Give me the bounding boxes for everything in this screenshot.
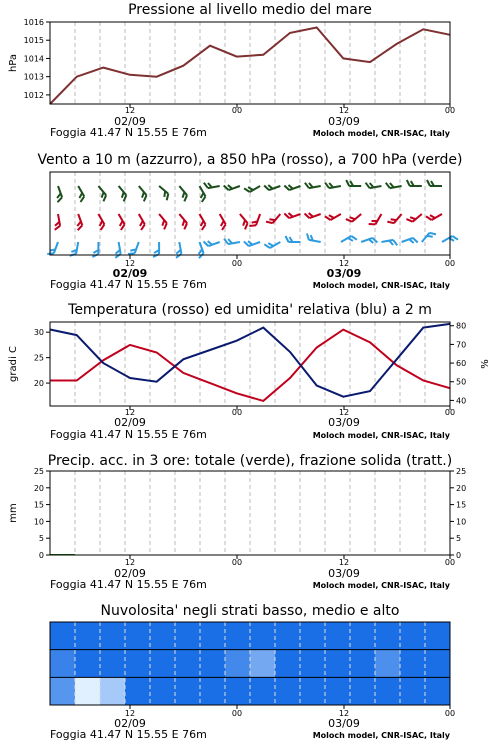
cloud-cell	[375, 650, 401, 678]
wind-barb-shaft	[159, 186, 168, 194]
cloud-cell	[325, 677, 351, 705]
wind-barb	[387, 210, 401, 225]
y2-tick-label: 20	[456, 483, 467, 493]
x-tick-label: 00	[231, 408, 243, 417]
y2-tick-label: 25	[456, 467, 467, 476]
cloud-cell	[225, 622, 251, 650]
x-tick-label: 00	[444, 259, 456, 268]
x-tick-label: 12	[124, 558, 136, 567]
cloud-cell	[350, 650, 376, 678]
wind-barb-flag	[115, 254, 121, 258]
y-tick-label: 0	[38, 551, 44, 560]
cloud-cell	[125, 677, 151, 705]
y-tick-label: 30	[33, 328, 44, 338]
wind-barb	[381, 239, 397, 248]
wind-barb	[47, 240, 58, 256]
y2-tick-label: 0	[456, 551, 462, 560]
cloud-cell	[425, 677, 451, 705]
cloud-cell	[325, 650, 351, 678]
cloud-cell	[300, 622, 326, 650]
panel-1	[8, 2, 455, 139]
wind-barb	[426, 209, 442, 222]
wind-barb-flag	[386, 182, 390, 188]
x-date-label: 02/09	[114, 416, 146, 429]
wind-barb-flag	[306, 233, 310, 239]
x-tick-label: 00	[231, 558, 243, 567]
cloud-cell	[75, 650, 101, 678]
cloud-cell	[175, 622, 201, 650]
cloud-cell	[125, 622, 151, 650]
wind-barb-shaft	[273, 214, 281, 223]
wind-barb	[305, 208, 321, 219]
wind-barb-flag	[366, 182, 370, 188]
cloud-cell	[125, 650, 151, 678]
cloud-cell	[350, 622, 376, 650]
wind-barb	[325, 209, 341, 222]
cloud-cell	[250, 677, 276, 705]
y2-tick-label: 40	[456, 396, 467, 406]
x-date-label: 02/09	[114, 567, 146, 580]
cloud-cell	[350, 677, 376, 705]
wind-barb	[346, 180, 361, 186]
credit-label: Moloch model, CNR-ISAC, Italy	[312, 281, 450, 290]
y-axis-label: mm	[8, 503, 19, 523]
wind-barb-flag	[393, 239, 397, 245]
cloud-cell	[150, 622, 176, 650]
panel-4	[8, 453, 466, 591]
y-tick-label: 1013	[23, 72, 44, 82]
wind-barb-flag	[175, 254, 181, 258]
cloud-cell	[250, 622, 276, 650]
x-tick-label: 00	[444, 106, 456, 115]
wind-barb	[175, 214, 189, 229]
wind-barb-shaft	[76, 242, 78, 254]
x-date-label: 03/09	[328, 416, 360, 429]
wind-barb-flag	[427, 180, 430, 186]
y-axis-label: hPa	[8, 53, 19, 73]
y-tick-label: 1016	[23, 18, 44, 27]
wind-barb-shaft	[422, 233, 430, 242]
cloud-cell	[200, 622, 226, 650]
wind-barb-shaft	[309, 240, 321, 242]
cloud-cell	[100, 622, 126, 650]
cloud-cell	[75, 677, 101, 705]
cloud-cell	[375, 677, 401, 705]
wind-barb	[175, 186, 189, 201]
wind-barb	[244, 181, 260, 194]
x-tick-label: 12	[124, 259, 136, 268]
cloud-cell	[325, 622, 351, 650]
x-tick-label: 00	[231, 709, 243, 718]
wind-barb	[264, 180, 280, 191]
y2-tick-label: 70	[456, 340, 467, 350]
credit-label: Moloch model, CNR-ISAC, Italy	[312, 731, 450, 740]
wind-barb	[266, 210, 280, 225]
wind-barb	[249, 212, 260, 228]
panel-title: Vento a 10 m (azzurro), a 850 hPa (rosso), a 700 hPa (verde)	[37, 152, 463, 168]
plot-frame	[50, 22, 450, 104]
wind-barb	[386, 180, 402, 189]
wind-barb	[406, 209, 421, 223]
wind-barb	[113, 214, 126, 230]
cloud-cell	[425, 622, 451, 650]
x-tick-label: 12	[124, 408, 136, 417]
wind-barb	[325, 180, 341, 189]
wind-barb-shaft	[135, 242, 139, 253]
wind-barb-flag	[286, 236, 289, 242]
wind-barb	[70, 241, 79, 257]
wind-barb-flag	[204, 182, 208, 188]
cloud-cell	[250, 650, 276, 678]
x-tick-label: 12	[338, 106, 350, 115]
cloud-cell	[225, 650, 251, 678]
wind-barb	[114, 186, 128, 201]
cloud-cell	[175, 650, 201, 678]
x-tick-label: 00	[444, 408, 456, 417]
cloud-cell	[100, 650, 126, 678]
x-date-label: 03/09	[326, 267, 362, 280]
wind-barb	[284, 208, 300, 219]
cloud-cell	[275, 650, 301, 678]
panel-2	[37, 152, 462, 291]
cloud-cell	[400, 622, 426, 650]
y-tick-label: 1014	[23, 54, 44, 64]
wind-barb	[52, 214, 61, 230]
wind-barb	[134, 214, 147, 230]
y2-tick-label: 10	[456, 517, 467, 527]
wind-barb	[204, 180, 220, 189]
panel-title: Nuvolosita' negli strati basso, medio e alto	[100, 603, 400, 619]
y-tick-label: 25	[33, 467, 44, 476]
x-tick-label: 00	[231, 106, 243, 115]
wind-barb	[422, 231, 436, 246]
cloud-cell	[275, 622, 301, 650]
wind-barb	[134, 186, 148, 201]
y-tick-label: 1015	[23, 36, 44, 46]
credit-label: Moloch model, CNR-ISAC, Italy	[312, 129, 450, 138]
cloud-cell	[100, 677, 126, 705]
wind-barb-flag	[54, 226, 60, 230]
cloud-cell	[175, 677, 201, 705]
cloud-cell	[200, 677, 226, 705]
x-date-label: 02/09	[114, 115, 146, 128]
y-tick-label: 25	[33, 353, 44, 363]
y2-tick-label: 50	[456, 377, 467, 387]
cloud-cell	[200, 650, 226, 678]
x-tick-label: 12	[124, 709, 136, 718]
wind-barb	[224, 180, 240, 191]
x-date-label: 02/09	[114, 717, 146, 730]
x-tick-label: 12	[338, 408, 350, 417]
x-date-label: 03/09	[328, 115, 360, 128]
cloud-cell	[50, 677, 76, 705]
wind-barb	[369, 211, 382, 227]
wind-barb	[155, 214, 169, 229]
x-tick-label: 12	[338, 709, 350, 718]
wind-barb	[341, 235, 357, 248]
y-axis-label: gradi C	[8, 346, 19, 382]
x-tick-label: 12	[338, 259, 350, 268]
cloud-cell	[75, 622, 101, 650]
y-tick-label: 15	[33, 500, 44, 510]
wind-barb-shaft	[375, 214, 381, 224]
cloud-cell	[400, 650, 426, 678]
wind-barb	[264, 237, 280, 250]
wind-barb-shaft	[54, 242, 58, 253]
wind-barb	[224, 236, 240, 245]
x-tick-label: 00	[444, 709, 456, 718]
cloud-cell	[300, 650, 326, 678]
cloud-cell	[275, 677, 301, 705]
wind-barb-flag	[407, 180, 410, 186]
cloud-cell	[150, 677, 176, 705]
wind-barb	[402, 237, 418, 248]
panel-title: Temperatura (rosso) ed umidita' relativa (blu) a 2 m	[68, 302, 432, 318]
location-label: Foggia 41.47 N 15.55 E 76m	[50, 728, 207, 741]
wind-barb	[73, 214, 84, 230]
location-label: Foggia 41.47 N 15.55 E 76m	[50, 578, 207, 591]
x-tick-label: 12	[124, 106, 136, 115]
wind-barb	[284, 180, 300, 191]
y-tick-label: 10	[33, 517, 44, 527]
y2-tick-label: 60	[456, 359, 467, 369]
wind-barb	[305, 180, 321, 189]
cloud-cell	[150, 650, 176, 678]
cloud-cell	[225, 677, 251, 705]
location-label: Foggia 41.47 N 15.55 E 76m	[50, 278, 207, 291]
wind-barb	[52, 186, 63, 202]
wind-barb-flag	[369, 221, 376, 227]
location-label: Foggia 41.47 N 15.55 E 76m	[50, 428, 207, 441]
wind-barb	[94, 186, 108, 201]
y-tick-label: 20	[33, 483, 44, 493]
wind-barb	[244, 236, 260, 247]
panel-title: Precip. acc. in 3 ore: totale (verde), frazione solida (tratt.)	[47, 453, 453, 469]
wind-barb	[194, 242, 205, 258]
y-tick-label: 20	[33, 379, 44, 389]
wind-barb	[407, 180, 422, 186]
panel-3	[8, 302, 491, 441]
cloud-cell	[50, 622, 76, 650]
panel-5	[50, 603, 455, 741]
y-tick-label: 1012	[23, 90, 44, 100]
cloud-cell	[425, 650, 451, 678]
y2-tick-label: 15	[456, 500, 467, 510]
wind-barb-flag	[325, 182, 329, 188]
x-tick-label: 12	[338, 558, 350, 567]
wind-barb	[235, 214, 249, 229]
wind-barb	[155, 186, 170, 200]
location-label: Foggia 41.47 N 15.55 E 76m	[50, 126, 207, 139]
y2-tick-label: 5	[456, 534, 462, 544]
wind-barb	[204, 236, 220, 247]
panel-title: Pressione al livello medio del mare	[128, 2, 372, 18]
wind-barb	[346, 209, 361, 223]
credit-label: Moloch model, CNR-ISAC, Italy	[312, 581, 450, 590]
cloud-cell	[400, 677, 426, 705]
cloud-cell	[300, 677, 326, 705]
wind-barb	[306, 233, 322, 242]
wind-barb	[366, 180, 382, 189]
x-date-label: 03/09	[328, 567, 360, 580]
wind-barb	[128, 240, 139, 256]
x-date-label: 03/09	[328, 717, 360, 730]
wind-barb	[286, 236, 301, 242]
x-tick-label: 00	[231, 259, 243, 268]
wind-barb	[427, 180, 442, 186]
wind-barb-flag	[346, 180, 349, 186]
cloud-cell	[375, 622, 401, 650]
y-tick-label: 5	[38, 534, 44, 544]
wind-barb-flag	[305, 182, 309, 188]
cloud-cell	[50, 650, 76, 678]
x-tick-label: 00	[444, 558, 456, 567]
y2-tick-label: 80	[456, 321, 467, 331]
wind-barb	[194, 186, 207, 202]
x-date-label: 02/09	[112, 267, 148, 280]
credit-label: Moloch model, CNR-ISAC, Italy	[312, 431, 450, 440]
y2-axis-label: %	[480, 359, 491, 369]
wind-barb	[194, 214, 207, 230]
wind-barb-shaft	[256, 214, 260, 225]
